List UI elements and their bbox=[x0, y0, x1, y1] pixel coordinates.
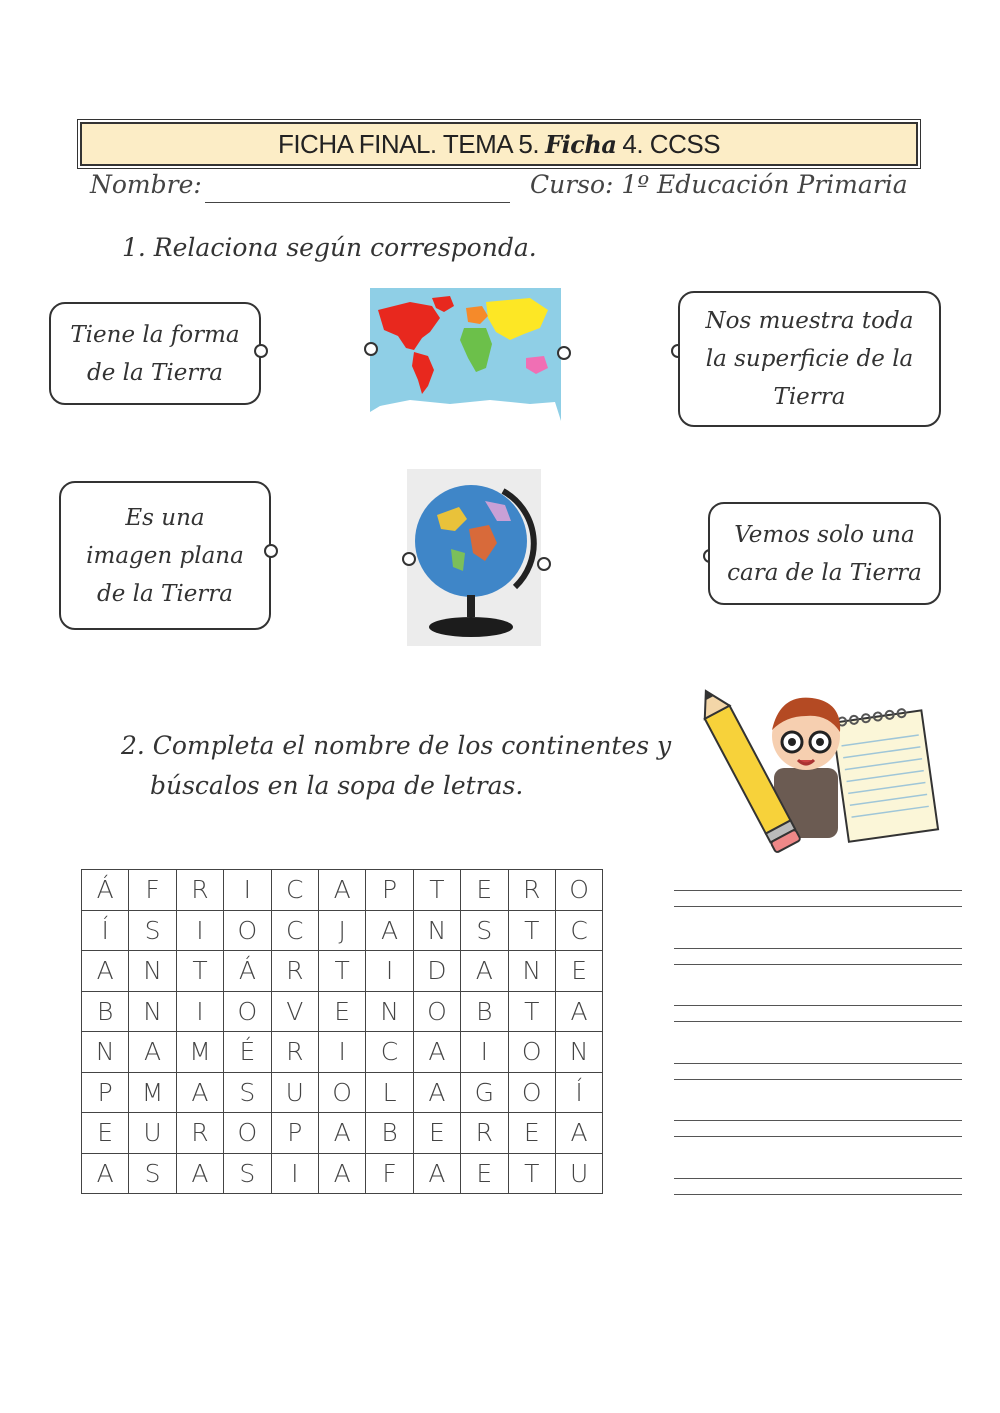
word-search-cell[interactable]: I bbox=[271, 1153, 318, 1194]
globe-icon bbox=[407, 469, 541, 646]
word-search-cell[interactable]: U bbox=[271, 1072, 318, 1113]
title-part1: FICHA FINAL. TEMA 5. bbox=[277, 128, 540, 159]
word-search-cell[interactable]: C bbox=[271, 910, 318, 951]
connector-dot[interactable] bbox=[264, 544, 278, 558]
answer-line[interactable] bbox=[674, 1021, 962, 1022]
word-search-cell[interactable]: E bbox=[461, 870, 508, 911]
word-search-cell[interactable]: M bbox=[129, 1072, 176, 1113]
word-search-cell[interactable]: O bbox=[224, 1113, 271, 1154]
word-search-cell[interactable]: I bbox=[176, 991, 223, 1032]
word-search-cell[interactable]: F bbox=[366, 1153, 413, 1194]
boy-pencil-illustration bbox=[700, 684, 940, 854]
connector-dot[interactable] bbox=[402, 552, 416, 566]
question-2-prompt-line2: búscalos en la sopa de letras. bbox=[150, 771, 524, 800]
world-map-icon bbox=[370, 288, 561, 421]
word-search-cell[interactable]: U bbox=[129, 1113, 176, 1154]
word-search-cell[interactable]: Á bbox=[82, 870, 129, 911]
word-search-cell[interactable]: Í bbox=[555, 1072, 602, 1113]
answer-line[interactable] bbox=[674, 948, 962, 949]
word-search-cell[interactable]: U bbox=[555, 1153, 602, 1194]
word-search-cell[interactable]: F bbox=[129, 870, 176, 911]
word-search-cell[interactable]: L bbox=[366, 1072, 413, 1113]
word-search-cell[interactable]: Í bbox=[82, 910, 129, 951]
card-line: de la Tierra bbox=[96, 580, 234, 607]
card-line: Tiene la forma bbox=[70, 321, 240, 348]
worksheet-title bbox=[80, 122, 918, 166]
card-nos-muestra bbox=[678, 291, 941, 427]
word-search-cell[interactable]: O bbox=[224, 910, 271, 951]
word-search-cell[interactable]: S bbox=[129, 910, 176, 951]
word-search-grid bbox=[81, 869, 603, 1194]
connector-dot[interactable] bbox=[557, 346, 571, 360]
word-search-cell[interactable]: T bbox=[508, 1153, 555, 1194]
word-search-cell[interactable]: E bbox=[413, 1113, 460, 1154]
word-search-cell[interactable]: O bbox=[413, 991, 460, 1032]
card-imagen-plana bbox=[59, 481, 271, 630]
card-line: cara de la Tierra bbox=[727, 559, 922, 586]
word-search-cell[interactable]: I bbox=[461, 1032, 508, 1073]
word-search-cell[interactable]: M bbox=[176, 1032, 223, 1073]
word-search-cell[interactable]: R bbox=[271, 951, 318, 992]
word-search-cell[interactable]: T bbox=[508, 910, 555, 951]
word-search-row bbox=[82, 870, 603, 911]
word-search-cell[interactable]: I bbox=[366, 951, 413, 992]
word-search-cell[interactable]: S bbox=[224, 1153, 271, 1194]
word-search-row bbox=[82, 951, 603, 992]
connector-dot[interactable] bbox=[364, 342, 378, 356]
card-line: Vemos solo una bbox=[734, 521, 915, 548]
connector-dot[interactable] bbox=[537, 557, 551, 571]
word-search-cell[interactable]: A bbox=[461, 951, 508, 992]
card-line: Nos muestra toda bbox=[705, 308, 914, 334]
question-2-prompt-line1: 2. Completa el nombre de los continentes y bbox=[121, 731, 672, 760]
answer-line[interactable] bbox=[674, 1194, 962, 1195]
word-search-cell[interactable]: B bbox=[461, 991, 508, 1032]
word-search-cell[interactable]: N bbox=[82, 1032, 129, 1073]
word-search-cell[interactable]: E bbox=[555, 951, 602, 992]
word-search-cell[interactable]: O bbox=[224, 991, 271, 1032]
name-blank-line[interactable] bbox=[205, 202, 510, 203]
connector-dot[interactable] bbox=[254, 344, 268, 358]
card-line: imagen plana bbox=[86, 542, 244, 569]
word-search-cell[interactable]: P bbox=[271, 1113, 318, 1154]
word-search-cell[interactable]: I bbox=[176, 910, 223, 951]
word-search-cell[interactable]: O bbox=[318, 1072, 365, 1113]
answer-line[interactable] bbox=[674, 906, 962, 907]
card-line: Tierra bbox=[773, 384, 846, 410]
name-label: Nombre: bbox=[90, 170, 202, 199]
word-search-cell[interactable]: T bbox=[176, 951, 223, 992]
word-search-cell[interactable]: A bbox=[129, 1032, 176, 1073]
word-search-cell[interactable]: A bbox=[82, 951, 129, 992]
word-search-cell[interactable]: J bbox=[318, 910, 365, 951]
word-search-cell[interactable]: Á bbox=[224, 951, 271, 992]
title-part2: 4. CCSS bbox=[622, 128, 721, 159]
word-search-cell[interactable]: I bbox=[224, 870, 271, 911]
answer-line[interactable] bbox=[674, 1079, 962, 1080]
word-search-cell[interactable]: R bbox=[271, 1032, 318, 1073]
word-search-cell[interactable]: S bbox=[224, 1072, 271, 1113]
word-search-cell[interactable]: A bbox=[318, 1113, 365, 1154]
answer-line[interactable] bbox=[674, 1178, 962, 1179]
word-search-cell[interactable]: G bbox=[461, 1072, 508, 1113]
answer-line[interactable] bbox=[674, 1063, 962, 1064]
word-search-row bbox=[82, 1153, 603, 1194]
word-search-cell[interactable]: N bbox=[129, 991, 176, 1032]
answer-line[interactable] bbox=[674, 1136, 962, 1137]
word-search-cell[interactable]: A bbox=[176, 1072, 223, 1113]
word-search-cell[interactable]: R bbox=[176, 870, 223, 911]
word-search-cell[interactable]: N bbox=[555, 1032, 602, 1073]
word-search-cell[interactable]: T bbox=[508, 991, 555, 1032]
word-search-cell[interactable]: E bbox=[82, 1113, 129, 1154]
word-search-row bbox=[82, 991, 603, 1032]
answer-line[interactable] bbox=[674, 890, 962, 891]
card-line: Es una bbox=[125, 504, 205, 531]
word-search-cell[interactable]: R bbox=[508, 870, 555, 911]
word-search-cell[interactable]: A bbox=[318, 870, 365, 911]
word-search-cell[interactable]: R bbox=[461, 1113, 508, 1154]
word-search-row bbox=[82, 1113, 603, 1154]
word-search-cell[interactable]: P bbox=[366, 870, 413, 911]
word-search-cell[interactable]: E bbox=[461, 1153, 508, 1194]
word-search-cell[interactable]: O bbox=[508, 1032, 555, 1073]
word-search-cell[interactable]: N bbox=[366, 991, 413, 1032]
word-search-row bbox=[82, 910, 603, 951]
answer-line[interactable] bbox=[674, 964, 962, 965]
word-search-cell[interactable]: T bbox=[318, 951, 365, 992]
card-tiene-forma bbox=[49, 302, 261, 405]
word-search-cell[interactable]: A bbox=[555, 1113, 602, 1154]
word-search-cell[interactable]: D bbox=[413, 951, 460, 992]
answer-line[interactable] bbox=[674, 1120, 962, 1121]
card-line: de la Tierra bbox=[86, 359, 224, 386]
word-search-cell[interactable]: É bbox=[224, 1032, 271, 1073]
word-search-cell[interactable]: T bbox=[413, 870, 460, 911]
word-search-cell[interactable]: A bbox=[413, 1153, 460, 1194]
word-search-cell[interactable]: C bbox=[555, 910, 602, 951]
word-search-cell[interactable]: N bbox=[129, 951, 176, 992]
word-search-cell[interactable]: A bbox=[413, 1072, 460, 1113]
word-search-row bbox=[82, 1072, 603, 1113]
question-1-prompt: 1. Relaciona según corresponda. bbox=[122, 233, 537, 262]
word-search-cell[interactable]: V bbox=[271, 991, 318, 1032]
word-search-cell[interactable]: I bbox=[318, 1032, 365, 1073]
word-search-cell[interactable]: A bbox=[176, 1153, 223, 1194]
word-search-cell[interactable]: A bbox=[413, 1032, 460, 1073]
word-search-cell[interactable]: C bbox=[366, 1032, 413, 1073]
word-search-cell[interactable]: B bbox=[82, 991, 129, 1032]
word-search-cell[interactable]: E bbox=[508, 1113, 555, 1154]
word-search-cell[interactable]: N bbox=[413, 910, 460, 951]
word-search-cell[interactable]: E bbox=[318, 991, 365, 1032]
word-search-cell[interactable]: R bbox=[176, 1113, 223, 1154]
word-search-cell[interactable]: P bbox=[82, 1072, 129, 1113]
title-ficha: Ficha bbox=[545, 129, 617, 159]
world-map-image bbox=[370, 288, 561, 421]
word-search-cell[interactable]: S bbox=[461, 910, 508, 951]
word-search-cell[interactable]: O bbox=[508, 1072, 555, 1113]
word-search-cell[interactable]: A bbox=[555, 991, 602, 1032]
globe-image bbox=[407, 469, 541, 646]
answer-line[interactable] bbox=[674, 1005, 962, 1006]
word-search-cell[interactable]: A bbox=[82, 1153, 129, 1194]
word-search-cell[interactable]: C bbox=[271, 870, 318, 911]
student-icon bbox=[700, 684, 940, 854]
word-search-cell[interactable]: S bbox=[129, 1153, 176, 1194]
card-line: la superficie de la bbox=[705, 346, 914, 372]
word-search-cell[interactable]: B bbox=[366, 1113, 413, 1154]
card-vemos-solo bbox=[708, 502, 941, 605]
word-search-row bbox=[82, 1032, 603, 1073]
word-search-cell[interactable]: A bbox=[318, 1153, 365, 1194]
word-search-cell[interactable]: N bbox=[508, 951, 555, 992]
word-search-cell[interactable]: A bbox=[366, 910, 413, 951]
curso-label: Curso: 1º Educación Primaria bbox=[530, 170, 908, 199]
word-search-cell[interactable]: O bbox=[555, 870, 602, 911]
